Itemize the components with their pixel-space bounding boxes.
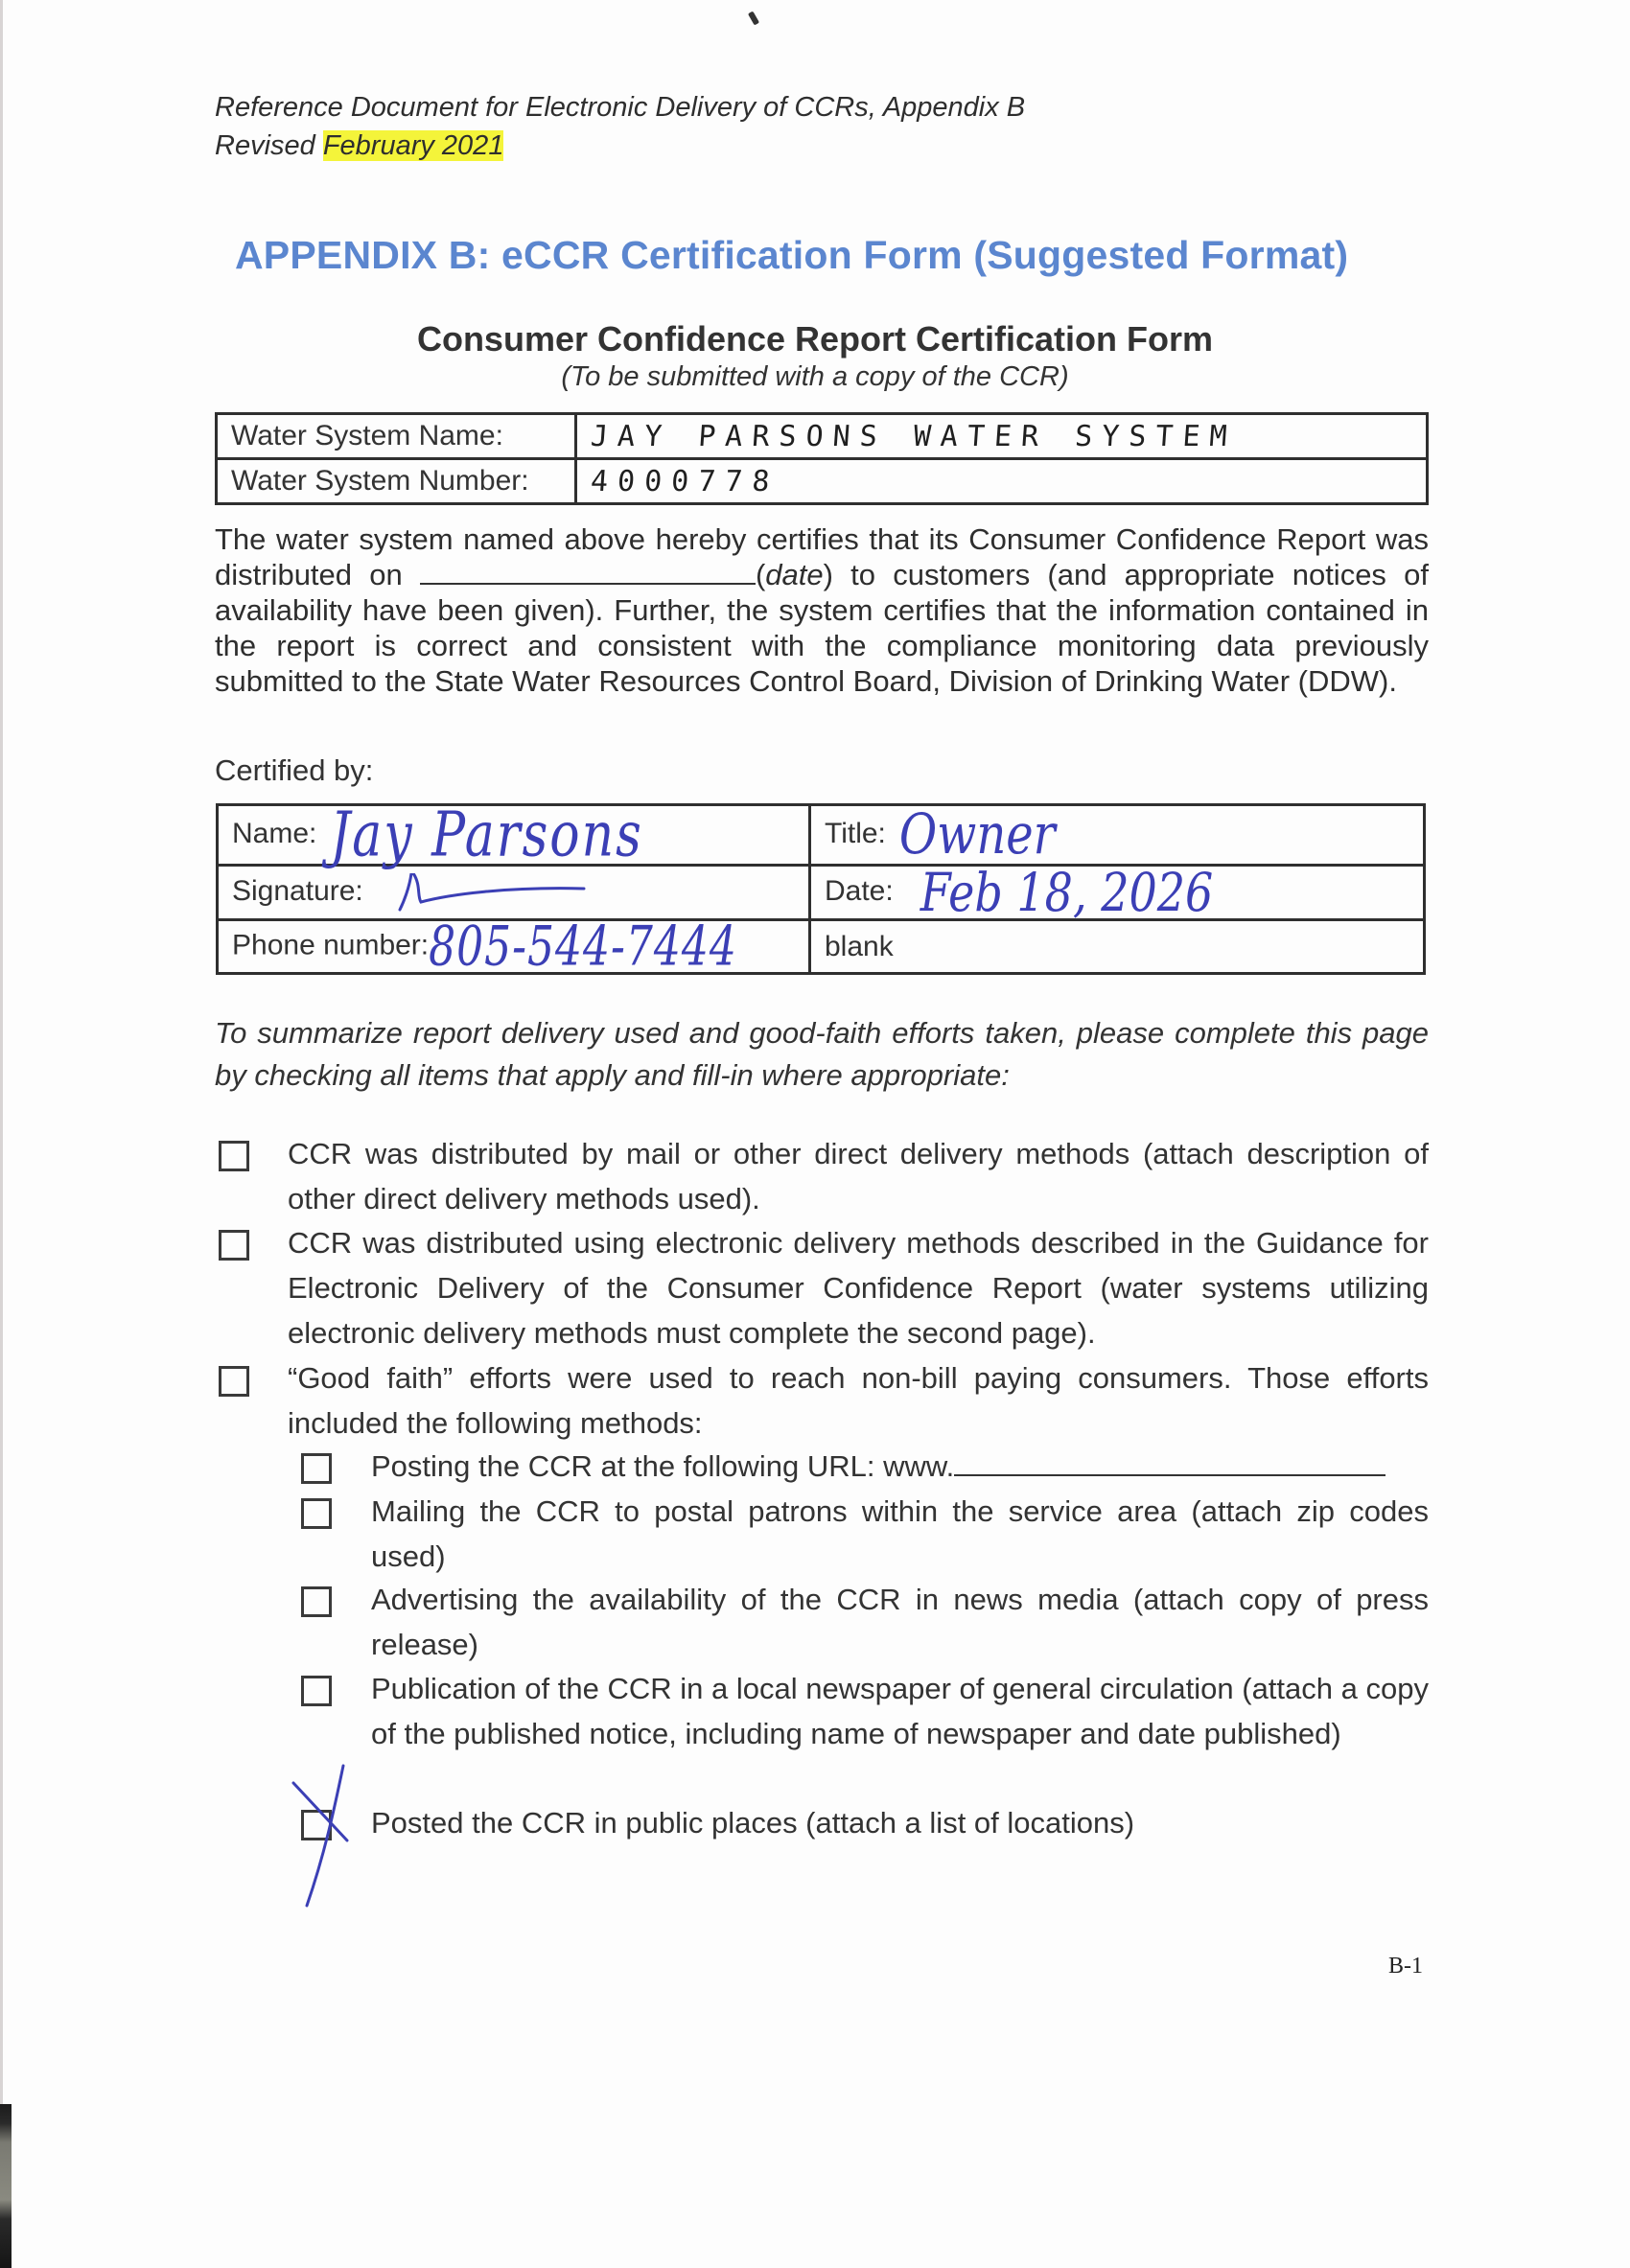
summary-instructions: To summarize report delivery used and good-faith efforts taken, please complete this page by checking all items that apply and fill-in where appropriate: (215, 1016, 1429, 1092)
date-field[interactable] (810, 861, 1425, 924)
url-input[interactable] (954, 1453, 1386, 1476)
table-row (218, 920, 1425, 974)
revised-date-highlight: February 2021 (322, 130, 504, 161)
phone-field[interactable] (218, 914, 810, 979)
table-row (218, 805, 1425, 866)
date-value: Feb 18, 2026 (920, 861, 1214, 924)
title-field[interactable] (810, 802, 1425, 868)
name-field[interactable] (218, 798, 810, 871)
checkbox-newspaper[interactable] (301, 1676, 332, 1706)
paren-close: ) (823, 558, 833, 591)
water-system-name-value: JAY PARSONS WATER SYSTEM (589, 419, 1238, 453)
item-advertising: Advertising the availability of the CCR in news media (attach copy of press release) (371, 1583, 1429, 1661)
title-value: Owner (898, 802, 1056, 868)
checkbox-good-faith[interactable] (219, 1366, 249, 1397)
certifier-table (216, 798, 1426, 979)
scan-edge (0, 0, 3, 2104)
document-header (215, 88, 1025, 165)
certified-by-label: Certified by: (215, 753, 374, 787)
revised-line (215, 127, 1025, 165)
item-newspaper: Publication of the CCR in a local newspaper of general circulation (attach a copy of the published notice, including name of newspaper and date published) (371, 1672, 1429, 1750)
date-label: Date: (825, 874, 894, 907)
phone-value: 805-544-7444 (429, 914, 737, 979)
table-row (218, 866, 1425, 920)
signature-field[interactable] (218, 866, 810, 920)
revised-prefix: Revised (215, 130, 323, 161)
checkbox-url-posting[interactable] (301, 1453, 332, 1484)
url-posting-text: Posting the CCR at the following URL: www. (371, 1449, 955, 1483)
blank-field[interactable] (810, 920, 1425, 974)
title-label: Title: (825, 817, 886, 849)
item-mailing: Mailing the CCR to postal patrons within the service area (attach zip codes used) (371, 1494, 1429, 1573)
scan-edge-shadow (0, 2104, 12, 2268)
name-value: Jay Parsons (330, 798, 643, 871)
handwritten-check-x-icon (288, 1764, 364, 1908)
water-system-number-field[interactable] (576, 459, 1428, 504)
water-system-number-label: Water System Number: (217, 459, 576, 504)
name-label: Name: (232, 817, 317, 849)
form-subtitle: (To be submitted with a copy of the CCR) (561, 361, 1069, 392)
signature-label: Signature: (232, 874, 363, 907)
reference-line: Reference Document for Electronic Delivery of CCRs, Appendix B (215, 92, 1026, 123)
water-system-name-label: Water System Name: (217, 414, 576, 459)
certification-paragraph (215, 521, 1429, 699)
phone-label: Phone number: (232, 929, 430, 961)
water-system-name-field[interactable] (576, 414, 1428, 459)
signature-scribble-icon (392, 873, 613, 912)
appendix-title: APPENDIX B: eCCR Certification Form (Suggested Format) (235, 233, 1349, 277)
blank-label: blank (825, 930, 894, 962)
date-hint: date (765, 558, 824, 591)
distribution-date-field[interactable] (420, 560, 756, 585)
item-direct-delivery: CCR was distributed by mail or other direct delivery methods (attach description of other direct delivery methods used). (288, 1137, 1429, 1215)
checkbox-electronic-delivery[interactable] (219, 1230, 249, 1261)
checkbox-direct-delivery[interactable] (219, 1141, 249, 1171)
water-system-table (215, 412, 1429, 505)
item-electronic-delivery: CCR was distributed using electronic delivery methods described in the Guidance for Electronic Delivery of the Consumer Confidence Report (water systems utilizing electronic delivery methods must complete the second page). (288, 1226, 1429, 1350)
checkbox-mailing[interactable] (301, 1498, 332, 1529)
form-title: Consumer Confidence Report Certification Form (416, 319, 1214, 359)
item-public-places: Posted the CCR in public places (attach a list of locations) (371, 1806, 1135, 1840)
item-url-posting (371, 1444, 1429, 1489)
water-system-number-value: 4000778 (589, 464, 780, 498)
checkbox-advertising[interactable] (301, 1586, 332, 1617)
paren-open: ( (755, 558, 766, 591)
certification-text-1: The water system named above hereby certifies that its Consumer Confidence Report was distributed on (215, 522, 1429, 591)
item-good-faith: “Good faith” efforts were used to reach non-bill paying consumers. Those efforts included the following methods: (288, 1361, 1429, 1440)
table-row (217, 414, 1428, 459)
certification-text-2: to customers (and appropriate notices of availability have been given). Further, the system certifies that the information contained in the report is correct and consistent with the compliance monitoring data previously submitted to the State Water Resources Control Board, Division of Drinking Water (DDW). (215, 558, 1429, 698)
page-number: B-1 (1388, 1954, 1423, 1979)
table-row (217, 459, 1428, 504)
scan-artifact-mark (748, 11, 759, 25)
